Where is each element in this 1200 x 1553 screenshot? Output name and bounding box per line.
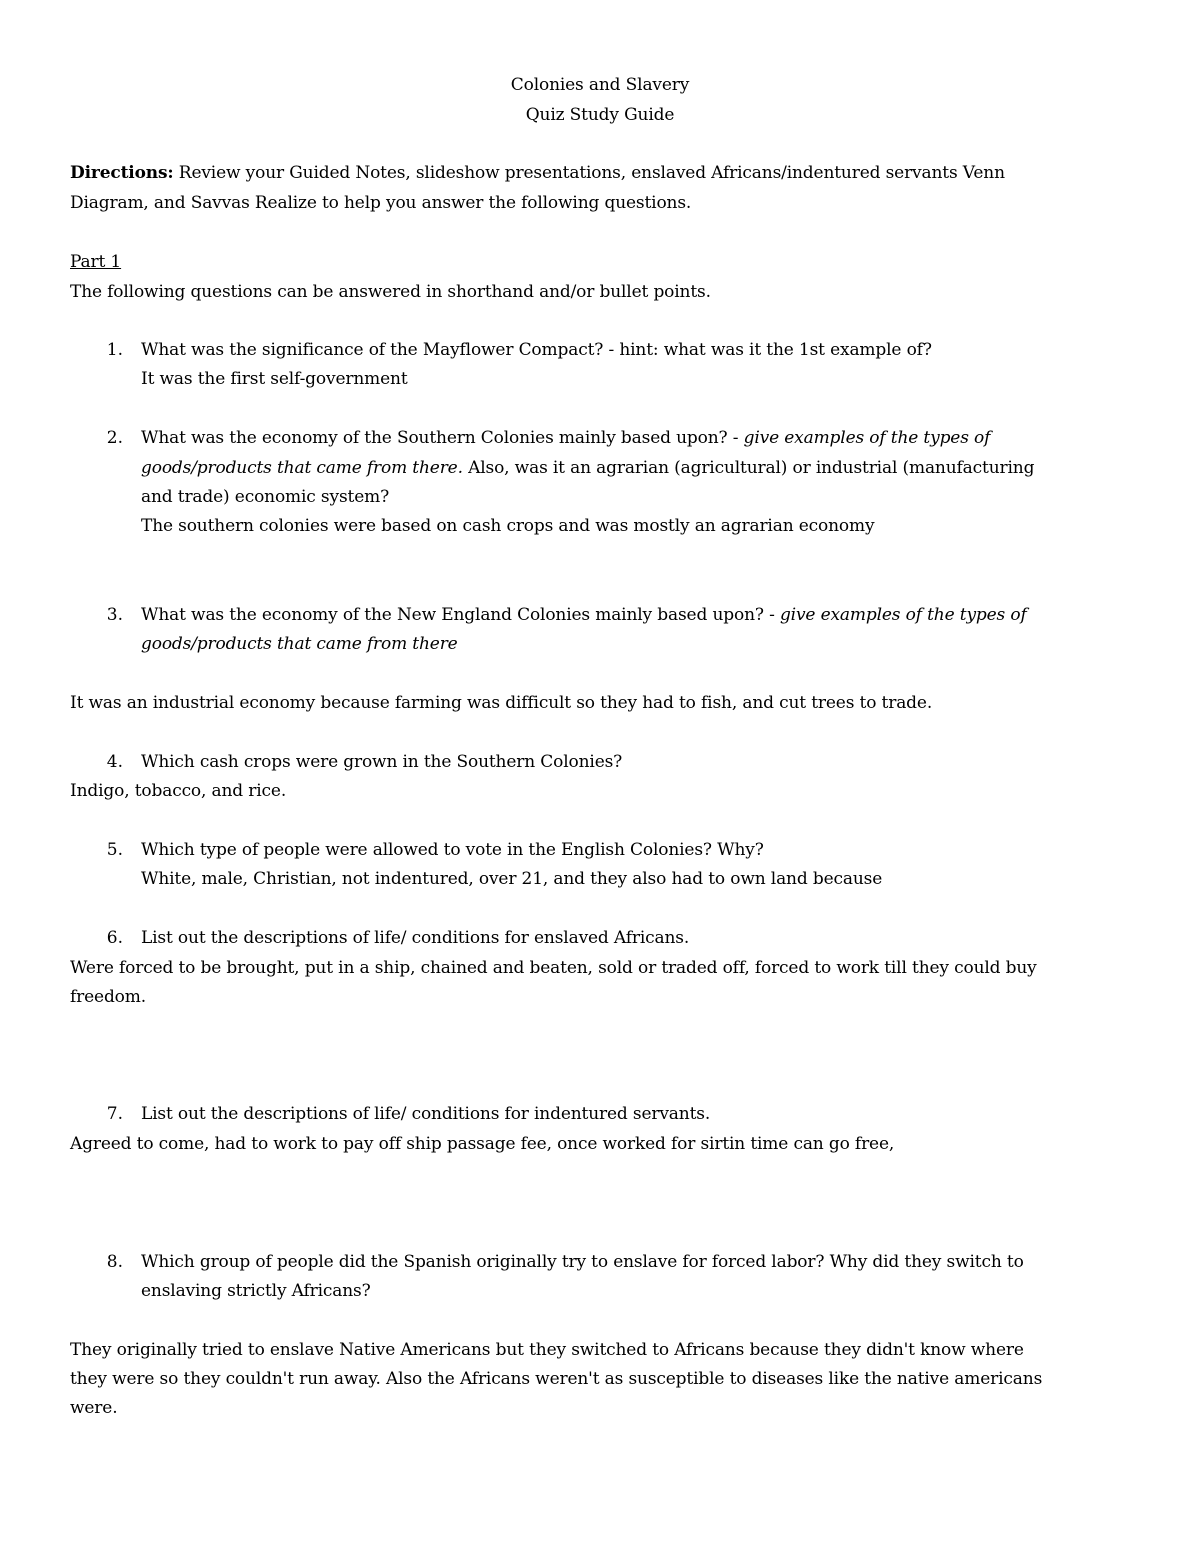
directions-line-1 [70, 158, 1005, 188]
question-2-text-b: give examples of the types of [743, 428, 991, 448]
answer-6-line-1: Were forced to be brought, put in a ship, chained and beaten, sold or traded off, forced to work till they could buy [70, 958, 1037, 978]
question-2-text-d: Also, was it an agrarian (agricultural) or industrial (manufacturing [462, 458, 1035, 478]
answer-2: The southern colonies were based on cash crops and was mostly an agrarian economy [141, 516, 875, 536]
answer-7: Agreed to come, had to work to pay off ship passage fee, once worked for sirtin time can go free, [70, 1134, 895, 1154]
question-7-text: List out the descriptions of life/ conditions for indentured servants. [141, 1104, 711, 1124]
question-8-line-1: Which group of people did the Spanish originally try to enslave for forced labor? Why did they switch to [141, 1252, 1024, 1272]
question-8-number: 8. [106, 1252, 123, 1272]
question-2-text-a: What was the economy of the Southern Colonies mainly based upon? - [141, 428, 744, 448]
question-5-number: 5. [106, 840, 123, 860]
answer-1: It was the first self-government [141, 369, 408, 389]
directions-line-2: Diagram, and Savvas Realize to help you answer the following questions. [70, 193, 692, 213]
question-3-text-b: give examples of the types of [779, 605, 1027, 625]
question-3-line-2: goods/products that came from there [141, 634, 458, 654]
question-3-line-1 [141, 600, 1027, 630]
question-6-text: List out the descriptions of life/ conditions for enslaved Africans. [141, 928, 690, 948]
question-4-number: 4. [106, 752, 123, 772]
question-7-number: 7. [106, 1104, 123, 1124]
question-2-line-1 [141, 423, 990, 453]
question-1-text: What was the significance of the Mayflower Compact? - hint: what was it the 1st example of? [141, 340, 932, 360]
answer-6-line-2: freedom. [70, 987, 146, 1007]
question-2-line-3: and trade) economic system? [141, 487, 390, 507]
answer-4: Indigo, tobacco, and rice. [70, 781, 287, 801]
part-heading: Part 1 [70, 252, 122, 272]
question-2-number: 2. [106, 428, 123, 448]
answer-8-line-3: were. [70, 1398, 118, 1418]
directions-text-1: Review your Guided Notes, slideshow presentations, enslaved Africans/indentured servants Venn [178, 163, 1005, 183]
answer-8-line-1: They originally tried to enslave Native Americans but they switched to Africans because they didn't know where [70, 1340, 1024, 1360]
answer-3: It was an industrial economy because farming was difficult so they had to fish, and cut trees to trade. [70, 693, 933, 713]
document-title: Colonies and Slavery [510, 75, 690, 95]
document-subtitle: Quiz Study Guide [525, 105, 675, 125]
answer-8-line-2: they were so they couldn't run away. Also the Africans weren't as susceptible to diseases like the native americans [70, 1369, 1043, 1389]
question-2-line-2 [141, 453, 1034, 483]
question-1-number: 1. [106, 340, 123, 360]
question-4-text: Which cash crops were grown in the Southern Colonies? [141, 752, 623, 772]
directions-label: Directions: [70, 163, 174, 183]
question-2-text-c: goods/products that came from there. [141, 458, 463, 478]
question-3-text-a: What was the economy of the New England Colonies mainly based upon? - [141, 605, 780, 625]
part-instruction: The following questions can be answered in shorthand and/or bullet points. [70, 282, 711, 302]
question-3-number: 3. [106, 605, 123, 625]
answer-5: White, male, Christian, not indentured, over 21, and they also had to own land because [141, 869, 883, 889]
question-8-line-2: enslaving strictly Africans? [141, 1281, 371, 1301]
question-6-number: 6. [106, 928, 123, 948]
question-5-text: Which type of people were allowed to vote in the English Colonies? Why? [141, 840, 764, 860]
